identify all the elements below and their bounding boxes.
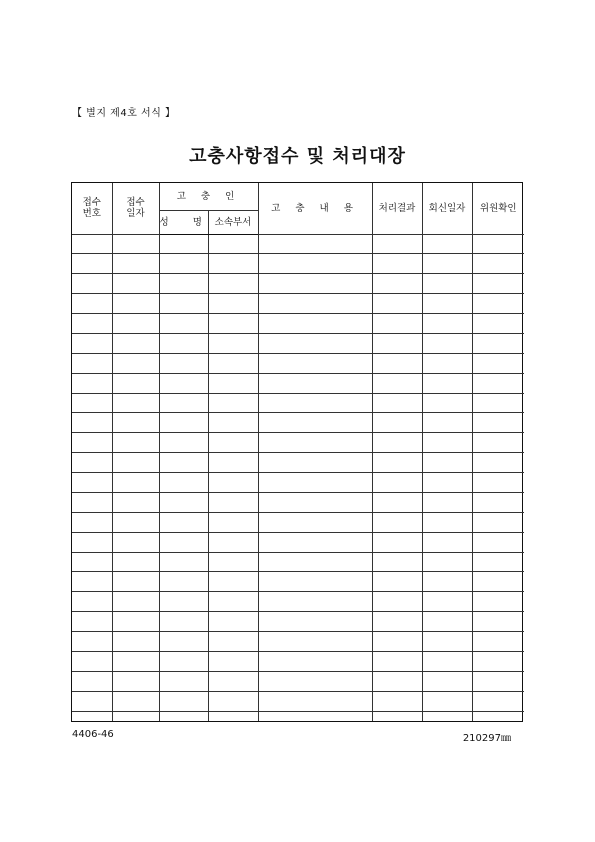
table-cell[interactable] — [258, 532, 372, 552]
table-cell[interactable] — [72, 314, 112, 334]
table-cell[interactable] — [422, 433, 472, 453]
table-cell[interactable] — [72, 552, 112, 572]
table-row — [72, 314, 524, 334]
table-cell[interactable] — [258, 373, 372, 393]
table-cell[interactable] — [422, 512, 472, 532]
table-cell[interactable] — [159, 532, 208, 552]
table-cell[interactable] — [372, 393, 422, 413]
table-cell[interactable] — [159, 413, 208, 433]
table-cell[interactable] — [72, 512, 112, 532]
table-cell[interactable] — [208, 632, 258, 652]
table-cell[interactable] — [112, 473, 159, 493]
table-cell[interactable] — [112, 572, 159, 592]
table-cell[interactable] — [159, 294, 208, 314]
table-cell[interactable] — [159, 552, 208, 572]
table-cell[interactable] — [258, 413, 372, 433]
table-row — [72, 711, 524, 721]
table-cell[interactable] — [372, 592, 422, 612]
table-cell[interactable] — [72, 671, 112, 691]
table-cell[interactable] — [159, 651, 208, 671]
table-cell[interactable] — [372, 353, 422, 373]
table-cell[interactable] — [159, 393, 208, 413]
table-cell[interactable] — [112, 691, 159, 711]
table-row — [72, 294, 524, 314]
table-row — [72, 473, 524, 493]
table-cell[interactable] — [422, 592, 472, 612]
table-cell[interactable] — [208, 473, 258, 493]
table-cell[interactable] — [159, 512, 208, 532]
table-cell[interactable] — [72, 572, 112, 592]
table-cell[interactable] — [372, 572, 422, 592]
header-reply-date: 회신일자 — [422, 183, 472, 234]
table-cell[interactable] — [258, 254, 372, 274]
table-cell[interactable] — [472, 651, 524, 671]
table-cell[interactable] — [372, 254, 422, 274]
table-cell[interactable] — [472, 592, 524, 612]
table-cell[interactable] — [372, 314, 422, 334]
table-cell[interactable] — [372, 632, 422, 652]
table-cell[interactable] — [258, 314, 372, 334]
table-row — [72, 612, 524, 632]
table-row — [72, 572, 524, 592]
table-cell[interactable] — [208, 314, 258, 334]
table-cell[interactable] — [258, 433, 372, 453]
table-cell[interactable] — [258, 234, 372, 254]
table-cell[interactable] — [372, 711, 422, 721]
table-cell[interactable] — [112, 294, 159, 314]
table-cell[interactable] — [372, 433, 422, 453]
table-cell[interactable] — [208, 691, 258, 711]
table-cell[interactable] — [422, 552, 472, 572]
table-cell[interactable] — [422, 473, 472, 493]
table-cell[interactable] — [159, 274, 208, 294]
table-cell[interactable] — [72, 413, 112, 433]
table-cell[interactable] — [422, 532, 472, 552]
table-cell[interactable] — [112, 552, 159, 572]
table-row — [72, 433, 524, 453]
table-cell[interactable] — [472, 373, 524, 393]
table-cell[interactable] — [422, 393, 472, 413]
table-row — [72, 373, 524, 393]
table-cell[interactable] — [159, 691, 208, 711]
table-cell[interactable] — [372, 274, 422, 294]
table-cell[interactable] — [472, 711, 524, 721]
table-row — [72, 353, 524, 373]
table-cell[interactable] — [159, 473, 208, 493]
table-cell[interactable] — [372, 373, 422, 393]
table-cell[interactable] — [472, 492, 524, 512]
table-cell[interactable] — [372, 651, 422, 671]
table-row — [72, 492, 524, 512]
table-cell[interactable] — [422, 413, 472, 433]
table-cell[interactable] — [72, 254, 112, 274]
table-cell[interactable] — [112, 711, 159, 721]
table-cell[interactable] — [112, 254, 159, 274]
table-cell[interactable] — [72, 453, 112, 473]
table-cell[interactable] — [372, 473, 422, 493]
table-row — [72, 552, 524, 572]
table-cell[interactable] — [472, 254, 524, 274]
table-cell[interactable] — [72, 294, 112, 314]
header-name: 성 명 — [159, 210, 208, 234]
table-cell[interactable] — [422, 274, 472, 294]
table-cell[interactable] — [422, 632, 472, 652]
table-cell[interactable] — [372, 532, 422, 552]
table-cell[interactable] — [422, 711, 472, 721]
table-cell[interactable] — [258, 353, 372, 373]
table-cell[interactable] — [472, 572, 524, 592]
table-cell[interactable] — [72, 492, 112, 512]
header-complainant: 고 충 인 — [159, 183, 258, 210]
table-row — [72, 393, 524, 413]
table-cell[interactable] — [372, 492, 422, 512]
table-row — [72, 651, 524, 671]
table-row — [72, 254, 524, 274]
table-cell[interactable] — [159, 234, 208, 254]
table-row — [72, 413, 524, 433]
table-cell[interactable] — [208, 512, 258, 532]
table-cell[interactable] — [208, 492, 258, 512]
table-cell[interactable] — [472, 552, 524, 572]
table-cell[interactable] — [258, 711, 372, 721]
table-cell[interactable] — [112, 393, 159, 413]
table-cell[interactable] — [472, 234, 524, 254]
table-row — [72, 234, 524, 254]
table-cell[interactable] — [72, 333, 112, 353]
table-cell[interactable] — [208, 393, 258, 413]
table-cell[interactable] — [472, 314, 524, 334]
table-cell[interactable] — [112, 453, 159, 473]
table-cell[interactable] — [472, 433, 524, 453]
table-cell[interactable] — [258, 632, 372, 652]
table-row — [72, 333, 524, 353]
table-cell[interactable] — [159, 373, 208, 393]
header-receipt-number: 접수 번호 — [72, 183, 112, 234]
table-cell[interactable] — [372, 612, 422, 632]
table-cell[interactable] — [159, 333, 208, 353]
table-cell[interactable] — [372, 453, 422, 473]
table-row — [72, 671, 524, 691]
table-cell[interactable] — [422, 671, 472, 691]
table-cell[interactable] — [472, 473, 524, 493]
table-cell[interactable] — [159, 711, 208, 721]
table-row — [72, 453, 524, 473]
table-cell[interactable] — [472, 274, 524, 294]
header-result: 처리결과 — [372, 183, 422, 234]
table-cell[interactable] — [472, 691, 524, 711]
table-cell[interactable] — [112, 353, 159, 373]
table-cell[interactable] — [72, 651, 112, 671]
table-cell[interactable] — [208, 413, 258, 433]
table-cell[interactable] — [472, 612, 524, 632]
header-department: 소속부서 — [208, 210, 258, 234]
table-cell[interactable] — [258, 453, 372, 473]
table-cell[interactable] — [72, 274, 112, 294]
table-cell[interactable] — [208, 453, 258, 473]
table-cell[interactable] — [422, 234, 472, 254]
table-cell[interactable] — [208, 532, 258, 552]
table-cell[interactable] — [112, 592, 159, 612]
table-cell[interactable] — [208, 373, 258, 393]
table-cell[interactable] — [422, 572, 472, 592]
table-cell[interactable] — [112, 433, 159, 453]
table-cell[interactable] — [112, 234, 159, 254]
table-cell[interactable] — [159, 353, 208, 373]
table-cell[interactable] — [422, 314, 472, 334]
table-cell[interactable] — [258, 671, 372, 691]
table-cell[interactable] — [258, 294, 372, 314]
table-cell[interactable] — [472, 333, 524, 353]
table-cell[interactable] — [72, 691, 112, 711]
table-cell[interactable] — [208, 294, 258, 314]
table-cell[interactable] — [258, 592, 372, 612]
table-cell[interactable] — [208, 433, 258, 453]
header-receipt-date: 접수 일자 — [112, 183, 159, 234]
table-cell[interactable] — [112, 671, 159, 691]
paper-size: 210297㎜ — [462, 733, 511, 744]
table-cell[interactable] — [258, 473, 372, 493]
table-cell[interactable] — [208, 592, 258, 612]
table-cell[interactable] — [422, 353, 472, 373]
table-cell[interactable] — [72, 433, 112, 453]
table-cell[interactable] — [112, 413, 159, 433]
table-cell[interactable] — [372, 413, 422, 433]
table-cell[interactable] — [258, 691, 372, 711]
table-cell[interactable] — [372, 234, 422, 254]
table-cell[interactable] — [258, 492, 372, 512]
table-cell[interactable] — [159, 612, 208, 632]
table-cell[interactable] — [208, 234, 258, 254]
table-cell[interactable] — [72, 473, 112, 493]
table-cell[interactable] — [72, 612, 112, 632]
table-cell[interactable] — [258, 274, 372, 294]
table-cell[interactable] — [422, 691, 472, 711]
table-cell[interactable] — [159, 433, 208, 453]
table-row — [72, 592, 524, 612]
table-cell[interactable] — [112, 274, 159, 294]
table-cell[interactable] — [112, 512, 159, 532]
table-row — [72, 691, 524, 711]
table-cell[interactable] — [258, 512, 372, 532]
table-cell[interactable] — [72, 532, 112, 552]
table-cell[interactable] — [258, 612, 372, 632]
table-cell[interactable] — [472, 393, 524, 413]
table-cell[interactable] — [372, 691, 422, 711]
header-content: 고 충 내 용 — [258, 183, 372, 234]
table-cell[interactable] — [72, 234, 112, 254]
table-cell[interactable] — [159, 453, 208, 473]
table-cell[interactable] — [208, 612, 258, 632]
table-row — [72, 274, 524, 294]
table-cell[interactable] — [208, 572, 258, 592]
table-cell[interactable] — [258, 333, 372, 353]
table-cell[interactable] — [372, 333, 422, 353]
table-cell[interactable] — [422, 294, 472, 314]
table-cell[interactable] — [112, 651, 159, 671]
table-cell[interactable] — [159, 254, 208, 274]
table-row — [72, 632, 524, 652]
table-row — [72, 532, 524, 552]
table-cell[interactable] — [208, 651, 258, 671]
table-cell[interactable] — [372, 512, 422, 532]
table-cell[interactable] — [72, 592, 112, 612]
table-cell[interactable] — [472, 512, 524, 532]
table-cell[interactable] — [112, 333, 159, 353]
table-cell[interactable] — [208, 274, 258, 294]
table-cell[interactable] — [258, 572, 372, 592]
table-cell[interactable] — [159, 632, 208, 652]
table-cell[interactable] — [472, 532, 524, 552]
table-cell[interactable] — [72, 711, 112, 721]
table-cell[interactable] — [208, 552, 258, 572]
table-cell[interactable] — [112, 612, 159, 632]
table-cell[interactable] — [112, 314, 159, 334]
table-cell[interactable] — [112, 492, 159, 512]
table-cell[interactable] — [472, 453, 524, 473]
table-cell[interactable] — [258, 651, 372, 671]
table-cell[interactable] — [258, 393, 372, 413]
table-cell[interactable] — [258, 552, 372, 572]
table-cell[interactable] — [159, 314, 208, 334]
table-cell[interactable] — [159, 592, 208, 612]
form-label: 【 별지 제4호 서식 】 — [72, 108, 176, 119]
table-cell[interactable] — [112, 632, 159, 652]
table-cell[interactable] — [422, 333, 472, 353]
table-cell[interactable] — [159, 671, 208, 691]
table-cell[interactable] — [422, 254, 472, 274]
table-cell[interactable] — [422, 373, 472, 393]
table-cell[interactable] — [208, 711, 258, 721]
table-cell[interactable] — [208, 671, 258, 691]
table-cell[interactable] — [472, 632, 524, 652]
table-cell[interactable] — [159, 492, 208, 512]
header-committee-check: 위원확인 — [472, 183, 524, 234]
table-cell[interactable] — [422, 492, 472, 512]
table-cell[interactable] — [472, 671, 524, 691]
table-cell[interactable] — [472, 353, 524, 373]
register-table — [71, 182, 523, 722]
table-cell[interactable] — [72, 393, 112, 413]
table-cell[interactable] — [472, 294, 524, 314]
table-cell[interactable] — [422, 612, 472, 632]
table-cell[interactable] — [159, 572, 208, 592]
table-cell[interactable] — [72, 632, 112, 652]
table-cell[interactable] — [372, 671, 422, 691]
page-title: 고충사항접수 및 처리대장 — [189, 146, 406, 167]
table-cell[interactable] — [72, 373, 112, 393]
table-cell[interactable] — [112, 532, 159, 552]
doc-code: 4406-46 — [72, 729, 114, 740]
table-cell[interactable] — [208, 333, 258, 353]
table-cell[interactable] — [72, 353, 112, 373]
table-cell[interactable] — [112, 373, 159, 393]
table-row — [72, 512, 524, 532]
table-cell[interactable] — [208, 254, 258, 274]
table-cell[interactable] — [372, 552, 422, 572]
table-cell[interactable] — [472, 413, 524, 433]
table-cell[interactable] — [422, 453, 472, 473]
table-cell[interactable] — [422, 651, 472, 671]
table-cell[interactable] — [208, 353, 258, 373]
table-cell[interactable] — [372, 294, 422, 314]
